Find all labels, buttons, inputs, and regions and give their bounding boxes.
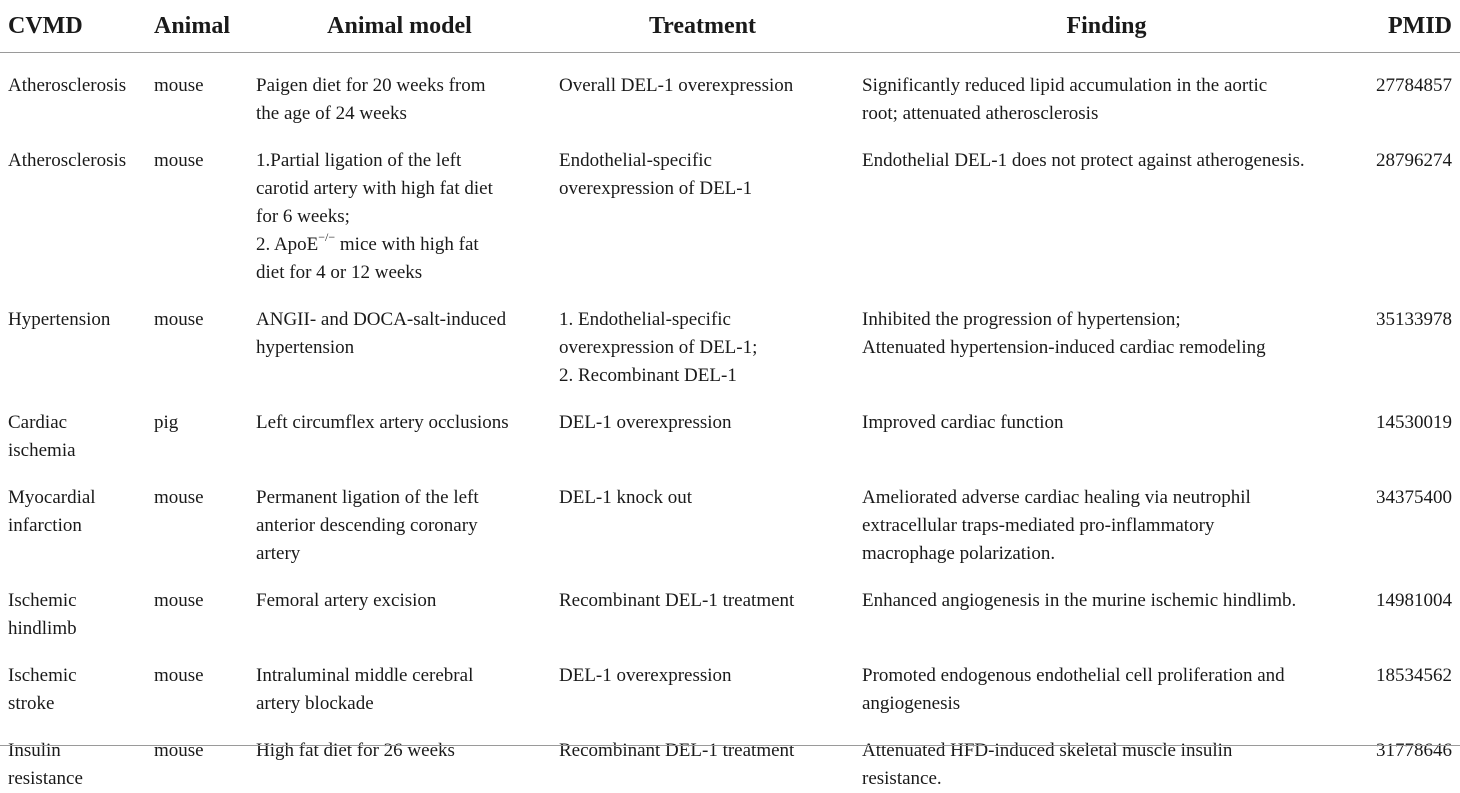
cell-animal-model [248,390,551,465]
header-animal-model: Animal model [248,0,551,53]
cell-animal-model [248,568,551,643]
cell-treatment [551,568,854,643]
cell-pmid: 27784857 [1359,53,1460,129]
cell-animal-model-line: anterior descending coronary [256,512,543,540]
cell-animal: mouse [146,53,248,129]
cell-finding-line: Endothelial DEL-1 does not protect against atherogenesis. [862,147,1351,175]
cell-treatment-line: overexpression of DEL-1; [559,334,846,362]
cell-cvmd [0,128,146,287]
cell-animal: pig [146,390,248,465]
cell-pmid: 28796274 [1359,128,1460,287]
cell-finding [854,390,1359,465]
apoe-suffix: mice with high fat [335,234,479,255]
table-header [0,0,1460,53]
cell-animal: mouse [146,287,248,390]
cell-finding-line: extracellular traps-mediated pro-inflammatory [862,512,1351,540]
cell-cvmd-line: Ischemic [8,587,138,615]
cell-cvmd [0,53,146,129]
table-row [0,643,1460,718]
cell-treatment-line: DEL-1 knock out [559,484,846,512]
cell-cvmd-line: ischemia [8,437,138,465]
cell-finding-line: Promoted endogenous endothelial cell proliferation and [862,662,1351,690]
cell-finding-line: Attenuated hypertension-induced cardiac remodeling [862,334,1351,362]
cell-animal: mouse [146,465,248,568]
cell-treatment [551,718,854,793]
cell-animal-model-line: artery [256,540,543,568]
cell-cvmd [0,287,146,390]
cell-animal-model-line: 1.Partial ligation of the left [256,147,543,175]
cell-treatment [551,128,854,287]
header-cvmd: CVMD [0,0,146,53]
cell-animal-model-line: carotid artery with high fat diet [256,175,543,203]
table-row [0,390,1460,465]
cell-cvmd-line: resistance [8,765,138,793]
cell-cvmd [0,465,146,568]
apoe-prefix: 2. ApoE [256,234,318,255]
header-row [0,0,1460,53]
cell-finding [854,718,1359,793]
cell-finding-line: Enhanced angiogenesis in the murine ischemic hindlimb. [862,587,1351,615]
cell-cvmd-line: hindlimb [8,615,138,643]
cell-finding-line: Ameliorated adverse cardiac healing via neutrophil [862,484,1351,512]
cell-cvmd-line: Hypertension [8,306,138,334]
cell-cvmd [0,643,146,718]
table-row [0,128,1460,287]
cell-finding-line: resistance. [862,765,1351,793]
cell-treatment-line: Overall DEL-1 overexpression [559,72,846,100]
cell-treatment-line: overexpression of DEL-1 [559,175,846,203]
table-row [0,465,1460,568]
cell-cvmd-line: infarction [8,512,138,540]
cell-animal-model-line: Femoral artery excision [256,587,543,615]
cell-finding-line: Significantly reduced lipid accumulation in the aortic [862,72,1351,100]
cell-animal: mouse [146,718,248,793]
cell-treatment [551,287,854,390]
cell-pmid: 14530019 [1359,390,1460,465]
cell-cvmd-line: Atherosclerosis [8,72,138,100]
apoe-superscript: −/− [318,230,335,244]
cell-animal-model-line: artery blockade [256,690,543,718]
cell-animal-model-line: High fat diet for 26 weeks [256,737,543,765]
header-pmid: PMID [1359,0,1460,53]
cell-treatment [551,465,854,568]
cell-finding [854,568,1359,643]
cell-treatment-line: Recombinant DEL-1 treatment [559,737,846,765]
cell-animal-model [248,643,551,718]
header-finding: Finding [854,0,1359,53]
cell-treatment-line: DEL-1 overexpression [559,662,846,690]
cell-finding-line: Attenuated HFD-induced skeletal muscle insulin [862,737,1351,765]
cell-treatment [551,390,854,465]
cell-pmid: 35133978 [1359,287,1460,390]
cell-pmid: 14981004 [1359,568,1460,643]
table-bottom-rule [0,745,1460,746]
cell-treatment-line: Recombinant DEL-1 treatment [559,587,846,615]
cell-animal-model [248,128,551,287]
cell-animal-model-line: the age of 24 weeks [256,100,543,128]
table-body [0,53,1460,793]
cell-treatment-line: 1. Endothelial-specific [559,306,846,334]
cell-finding [854,287,1359,390]
cell-animal-model-line: Intraluminal middle cerebral [256,662,543,690]
cell-pmid: 31778646 [1359,718,1460,793]
cell-cvmd-line: Cardiac [8,409,138,437]
table-row [0,568,1460,643]
cell-animal-model [248,718,551,793]
cell-finding [854,465,1359,568]
cell-animal-model-line: Permanent ligation of the left [256,484,543,512]
cell-cvmd [0,390,146,465]
cell-animal-model-line: for 6 weeks; [256,203,543,231]
cell-cvmd-line: Atherosclerosis [8,147,138,175]
cell-finding-line: root; attenuated atherosclerosis [862,100,1351,128]
cell-animal-model-line: diet for 4 or 12 weeks [256,259,543,287]
cell-animal-model-line: Paigen diet for 20 weeks from [256,72,543,100]
table-row [0,287,1460,390]
table-row [0,53,1460,129]
cell-treatment-line: Endothelial-specific [559,147,846,175]
cell-treatment [551,643,854,718]
cell-animal-model-line: ANGII- and DOCA-salt-induced [256,306,543,334]
cell-cvmd-line: Insulin [8,737,138,765]
cell-finding-line: Improved cardiac function [862,409,1351,437]
table-row [0,718,1460,793]
cell-pmid: 18534562 [1359,643,1460,718]
cell-animal-model-line: Left circumflex artery occlusions [256,409,543,437]
cell-animal: mouse [146,568,248,643]
cell-animal-model-line [256,231,543,259]
cell-finding-line: angiogenesis [862,690,1351,718]
cell-cvmd [0,718,146,793]
cell-treatment-line: 2. Recombinant DEL-1 [559,362,846,390]
cell-finding [854,128,1359,287]
cell-animal-model [248,287,551,390]
cell-treatment-line: DEL-1 overexpression [559,409,846,437]
cell-pmid: 34375400 [1359,465,1460,568]
cell-animal-model [248,465,551,568]
header-animal: Animal [146,0,248,53]
cell-cvmd-line: Ischemic [8,662,138,690]
cell-cvmd-line: stroke [8,690,138,718]
cell-finding [854,53,1359,129]
cell-cvmd-line: Myocardial [8,484,138,512]
header-treatment: Treatment [551,0,854,53]
cell-animal: mouse [146,643,248,718]
cell-finding-line: Inhibited the progression of hypertension; [862,306,1351,334]
cell-treatment [551,53,854,129]
cell-animal-model [248,53,551,129]
cell-cvmd [0,568,146,643]
cell-finding [854,643,1359,718]
cell-animal-model-line: hypertension [256,334,543,362]
cell-animal: mouse [146,128,248,287]
cell-finding-line: macrophage polarization. [862,540,1351,568]
